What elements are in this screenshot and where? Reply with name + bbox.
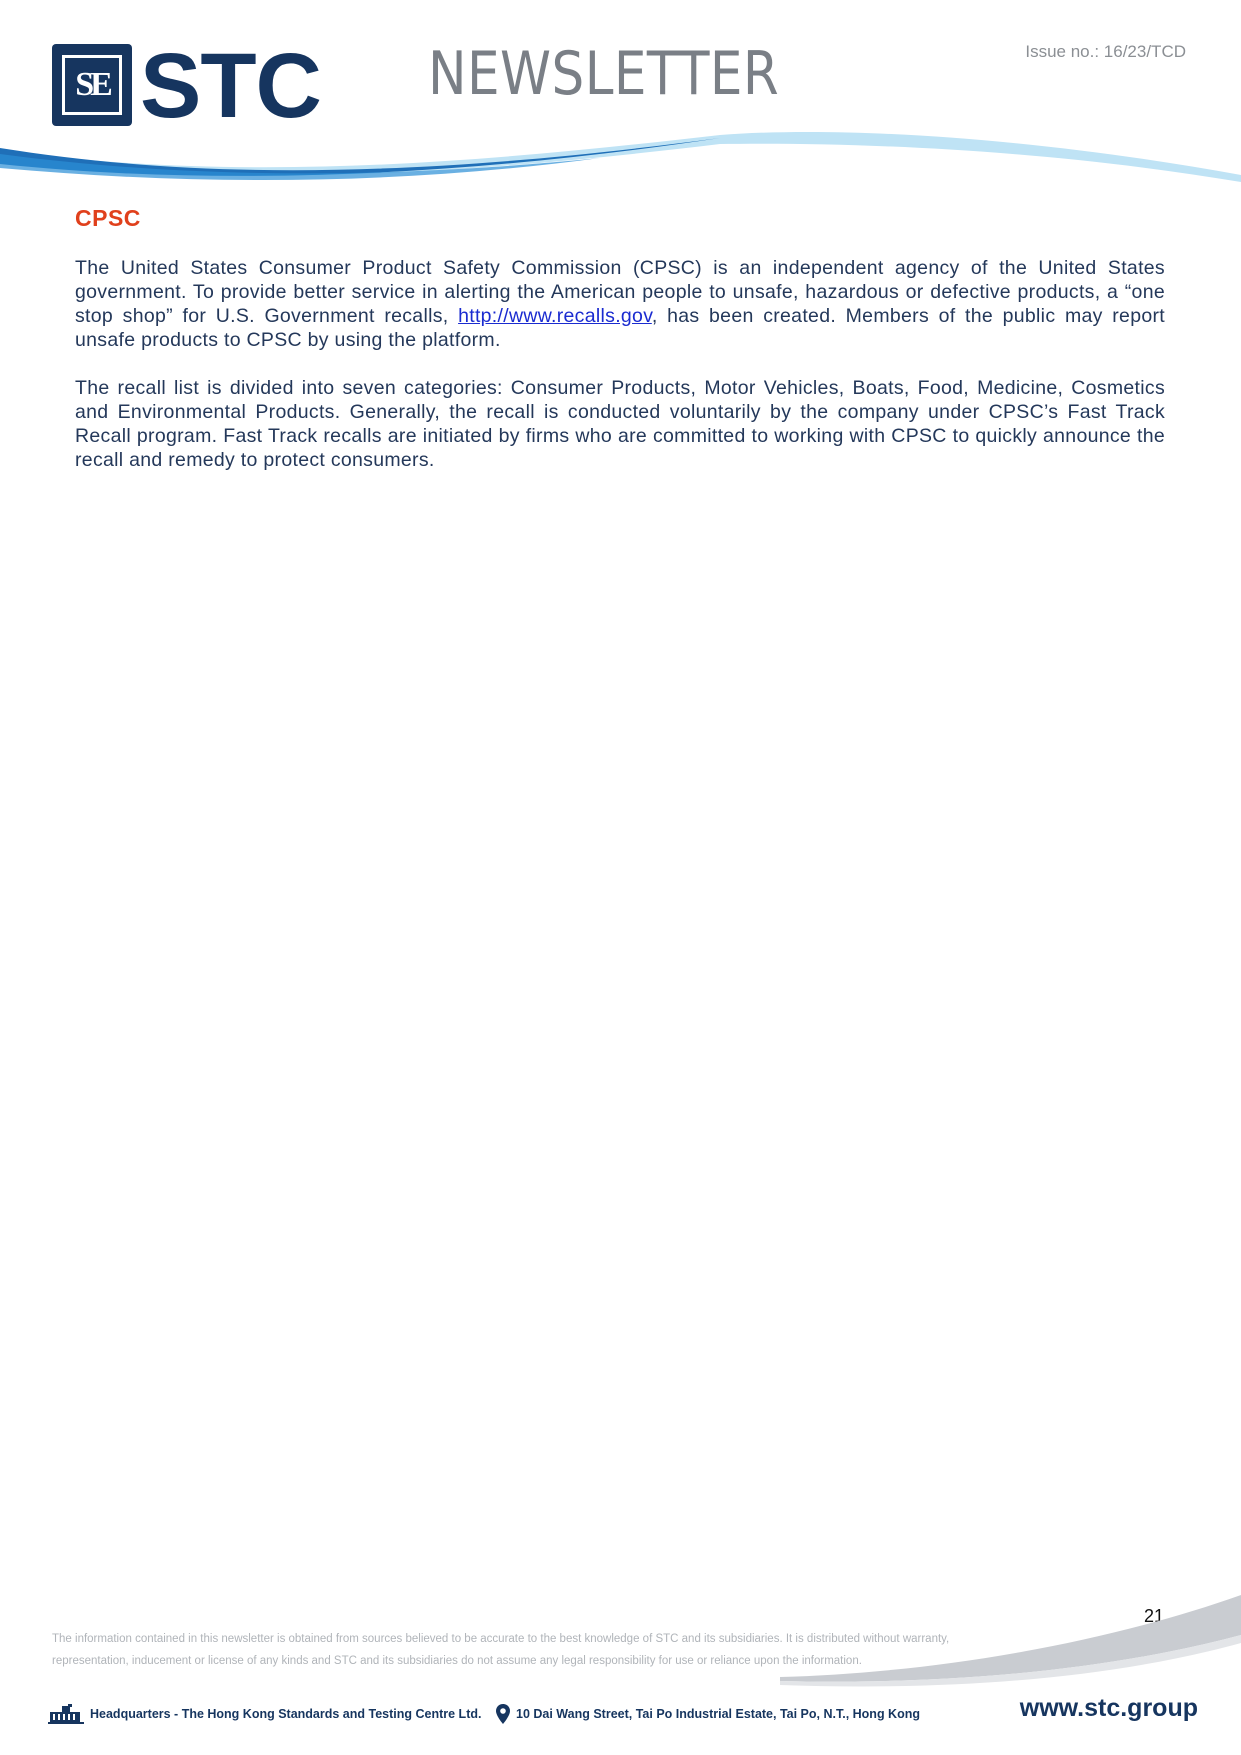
newsletter-title: NEWSLETTER: [428, 39, 780, 109]
address-info: [496, 1704, 920, 1724]
stc-logo-text: STC: [140, 35, 321, 137]
headquarters-label: Headquarters - The Hong Kong Standards and Testing Centre Ltd.: [90, 1707, 482, 1721]
address-label: 10 Dai Wang Street, Tai Po Industrial Estate, Tai Po, N.T., Hong Kong: [516, 1707, 920, 1721]
page-number: 21: [1144, 1606, 1165, 1626]
stc-logo-mark: SE: [52, 44, 132, 126]
recalls-gov-link[interactable]: http://www.recalls.gov: [458, 305, 652, 327]
section-title: CPSC: [75, 205, 141, 231]
main-content: [75, 205, 1165, 496]
location-pin-icon: [496, 1704, 510, 1724]
disclaimer-text: The information contained in this newsletter is obtained from sources believed to be accurate to the best knowledge of STC and its subsidiaries. It is distributed without warranty, representation, inducement or license of any kinds and STC and its subsidiaries do not assume any legal responsibility for use or reliance upon the information.: [52, 1633, 950, 1667]
header-wave-decoration: [0, 130, 1241, 200]
recall-categories-paragraph: The recall list is divided into seven categories: Consumer Products, Motor Vehicles, Boats, Food, Medicine, Cosmetics and Environmental Products. Generally, the recall is conducted voluntarily by the company under CPSC’s Fast Track Recall program. Fast Track recalls are initiated by firms who are committed to working with CPSC to quickly announce the recall and remedy to protect consumers.: [75, 377, 1165, 471]
stc-logo: [52, 35, 352, 137]
issue-number: Issue no.: 16/23/TCD: [1025, 42, 1186, 61]
intro-text-end: , has been created. Members of the public may report unsafe products to CPSC by using the platform.: [75, 305, 1166, 351]
page-header: [0, 0, 1241, 200]
intro-paragraph: [75, 256, 1165, 352]
building-icon: [48, 1704, 84, 1724]
footer-bar: [48, 1694, 1198, 1730]
website-link[interactable]: www.stc.group: [1019, 1694, 1198, 1722]
intro-text-start: The United States Consumer Product Safety Commission (CPSC) is an independent agency of the United States government. To provide better service in alerting the American people to unsafe, hazardous or defective products, a “one stop shop” for U.S. Government recalls,: [75, 257, 1165, 327]
headquarters-info: [48, 1704, 481, 1724]
